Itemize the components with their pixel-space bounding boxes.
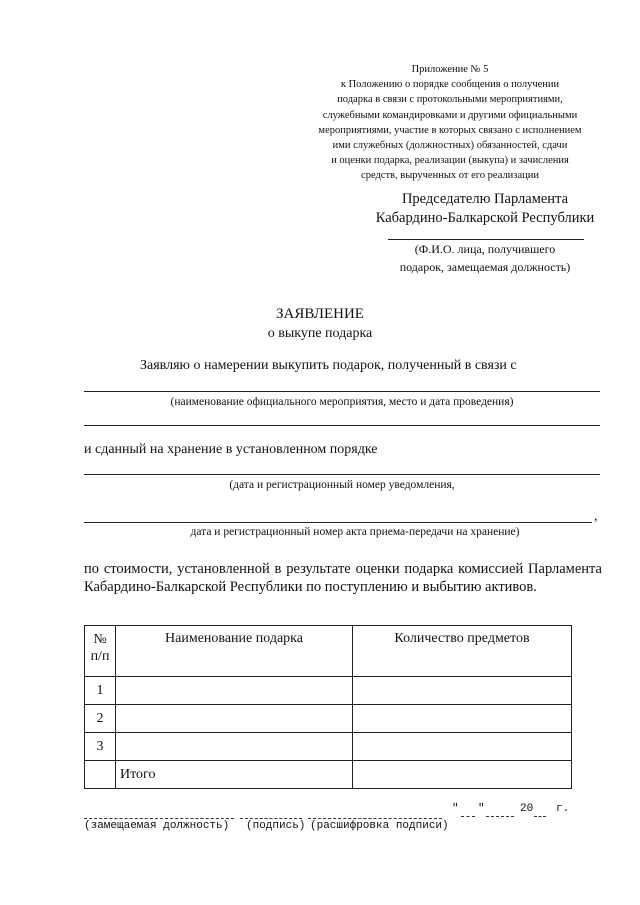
fio-caption-line-2: подарок, замещаемая должность) — [399, 260, 571, 274]
position-signature-line[interactable] — [84, 818, 234, 819]
row-number: 2 — [85, 705, 116, 733]
notice-underline[interactable] — [84, 474, 600, 475]
sign-caption: (подпись) — [246, 820, 306, 832]
date-year-line[interactable] — [534, 816, 546, 817]
storage-text: и сданный на хранение в установленном порядке — [84, 442, 378, 457]
appendix-line: и оценки подарка, реализации (выкупа) и зачисления — [331, 155, 569, 167]
appendix-line: средств, вырученных от его реализации — [361, 170, 539, 182]
total-number-cell — [85, 761, 116, 789]
col-number-header — [85, 626, 116, 677]
appendix-line: мероприятиями, участие в которых связано с исполнением — [318, 124, 582, 136]
gift-name-cell[interactable] — [116, 733, 353, 761]
gift-qty-cell[interactable] — [353, 733, 572, 761]
row-number: 3 — [85, 733, 116, 761]
addressee — [360, 190, 610, 228]
col-number-symbol: № — [93, 632, 107, 647]
date-day-line[interactable] — [461, 816, 475, 817]
event-underline-2[interactable] — [84, 425, 600, 426]
row-number: 1 — [85, 677, 116, 705]
gift-qty-cell[interactable] — [353, 705, 572, 733]
table-row — [85, 705, 572, 733]
date-quote-close: " — [478, 803, 485, 815]
appendix-header — [300, 62, 600, 184]
valuation-paragraph: по стоимости, установленной в результате оценки подарка комиссией Парламента Кабардино-Балкарской Республики по поступлению и выбытию активов. — [84, 561, 602, 595]
col-qty-header: Количество предметов — [353, 626, 572, 677]
appendix-line: Приложение № 5 — [411, 64, 489, 75]
gift-name-cell[interactable] — [116, 677, 353, 705]
document-subtitle: о выкупе подарка — [267, 326, 373, 341]
fio-caption — [385, 240, 585, 276]
act-underline[interactable] — [84, 522, 592, 523]
position-caption: (замещаемая должность) — [84, 820, 230, 832]
statement-text: Заявляю о намерении выкупить подарок, полученный в связи с — [140, 358, 517, 373]
table-header-row — [85, 626, 572, 677]
date-quote-open: " — [452, 803, 459, 815]
decode-signature-line[interactable] — [308, 818, 442, 819]
gift-name-cell[interactable] — [116, 705, 353, 733]
col-name-header: Наименование подарка — [116, 626, 353, 677]
col-number-pp: п/п — [90, 649, 110, 664]
addressee-line-2: Кабардино-Балкарской Республики — [375, 210, 595, 226]
document-title: ЗАЯВЛЕНИЕ — [276, 306, 364, 322]
decode-caption: (расшифровка подписи) — [310, 820, 449, 832]
event-caption: (наименование официального мероприятия, место и дата проведения) — [170, 396, 514, 408]
table-row — [85, 733, 572, 761]
total-label: Итого — [116, 761, 353, 789]
year-suffix: г. — [556, 803, 570, 815]
addressee-line-1: Председателю Парламента — [401, 191, 569, 207]
act-comma: , — [594, 509, 598, 524]
gift-qty-cell[interactable] — [353, 677, 572, 705]
gifts-table — [84, 625, 572, 789]
table-row — [85, 677, 572, 705]
appendix-line: к Положению о порядке сообщения о получении — [340, 79, 560, 91]
year-prefix: 20 — [520, 803, 534, 815]
table-total-row — [85, 761, 572, 789]
event-underline[interactable] — [84, 391, 600, 392]
appendix-line: ими служебных (должностных) обязанностей, сдачи — [332, 140, 568, 152]
date-month-line[interactable] — [486, 816, 514, 817]
fio-caption-line-1: (Ф.И.О. лица, получившего — [414, 242, 556, 256]
sign-signature-line[interactable] — [240, 818, 302, 819]
notice-caption: (дата и регистрационный номер уведомления, — [229, 479, 455, 491]
act-caption: дата и регистрационный номер акта приема-передачи на хранение) — [190, 526, 520, 538]
appendix-line: служебными командировками и другими официальными — [322, 109, 578, 121]
total-qty-cell[interactable] — [353, 761, 572, 789]
appendix-line: подарка в связи с протокольными мероприятиями, — [337, 94, 563, 106]
